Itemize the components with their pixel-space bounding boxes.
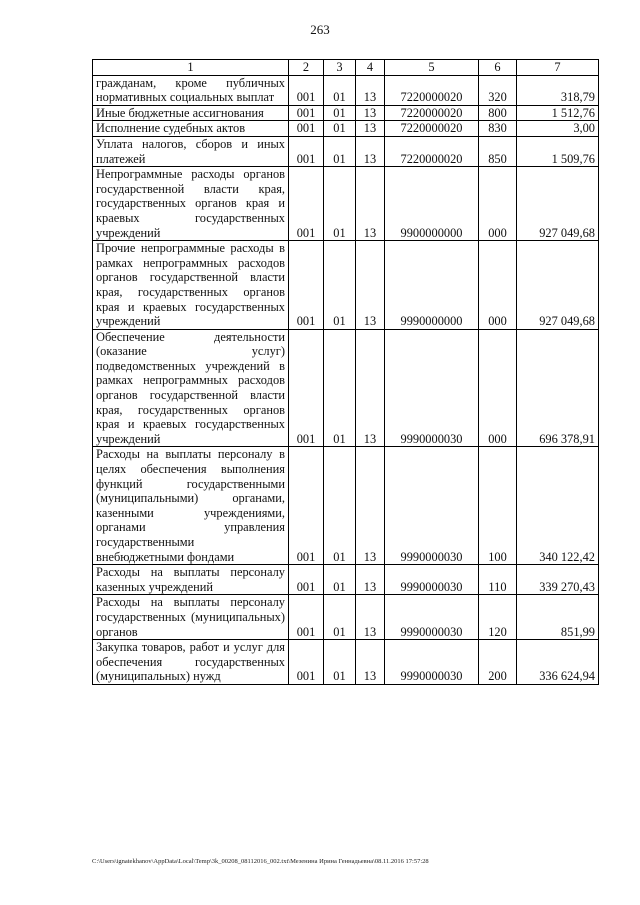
- row-name: Иные бюджетные ассигнования: [93, 105, 289, 121]
- cell-target-article: 7220000020: [385, 121, 479, 137]
- cell-subsection: 13: [356, 640, 385, 685]
- cell-amount: 696 378,91: [517, 329, 599, 447]
- row-name: Непрограммные расходы органов государственной власти края, государственных органов края и краевых государственных учреждений: [93, 167, 289, 241]
- cell-admin-code: 001: [289, 167, 324, 241]
- cell-target-article: 9990000030: [385, 640, 479, 685]
- cell-section: 01: [324, 121, 356, 137]
- cell-section: 01: [324, 640, 356, 685]
- cell-admin-code: 001: [289, 329, 324, 447]
- row-name: Расходы на выплаты персоналу казенных учреждений: [93, 565, 289, 595]
- cell-amount: 318,79: [517, 75, 599, 105]
- row-name: Расходы на выплаты персоналу в целях обеспечения выполнения функций государственными (муниципальными) органами, казенными учреждениями, органами управления государственными внебюджетными фондами: [93, 447, 289, 565]
- cell-expense-type: 200: [479, 640, 517, 685]
- cell-amount: 927 049,68: [517, 241, 599, 330]
- cell-amount: 3,00: [517, 121, 599, 137]
- cell-subsection: 13: [356, 447, 385, 565]
- cell-target-article: 7220000020: [385, 105, 479, 121]
- cell-subsection: 13: [356, 329, 385, 447]
- cell-section: 01: [324, 136, 356, 166]
- column-header: 2: [289, 60, 324, 76]
- cell-subsection: 13: [356, 105, 385, 121]
- cell-admin-code: 001: [289, 121, 324, 137]
- cell-amount: 1 509,76: [517, 136, 599, 166]
- table-header-row: [93, 60, 599, 76]
- cell-section: 01: [324, 241, 356, 330]
- cell-section: 01: [324, 595, 356, 640]
- cell-admin-code: 001: [289, 241, 324, 330]
- budget-table: [92, 59, 599, 685]
- row-name: Уплата налогов, сборов и иных платежей: [93, 136, 289, 166]
- cell-expense-type: 000: [479, 167, 517, 241]
- cell-target-article: 9990000030: [385, 329, 479, 447]
- cell-admin-code: 001: [289, 75, 324, 105]
- cell-amount: 1 512,76: [517, 105, 599, 121]
- column-header: 6: [479, 60, 517, 76]
- cell-expense-type: 850: [479, 136, 517, 166]
- cell-expense-type: 000: [479, 329, 517, 447]
- cell-admin-code: 001: [289, 640, 324, 685]
- cell-expense-type: 100: [479, 447, 517, 565]
- table-row: [93, 565, 599, 595]
- table-row: [93, 595, 599, 640]
- row-name: Закупка товаров, работ и услуг для обеспечения государственных (муниципальных) нужд: [93, 640, 289, 685]
- cell-expense-type: 110: [479, 565, 517, 595]
- cell-expense-type: 000: [479, 241, 517, 330]
- cell-subsection: 13: [356, 121, 385, 137]
- cell-amount: 336 624,94: [517, 640, 599, 685]
- cell-expense-type: 800: [479, 105, 517, 121]
- cell-target-article: 9990000000: [385, 241, 479, 330]
- cell-amount: 851,99: [517, 595, 599, 640]
- cell-target-article: 9990000030: [385, 447, 479, 565]
- column-header: 5: [385, 60, 479, 76]
- cell-section: 01: [324, 167, 356, 241]
- cell-subsection: 13: [356, 241, 385, 330]
- cell-target-article: 9900000000: [385, 167, 479, 241]
- cell-amount: 340 122,42: [517, 447, 599, 565]
- cell-section: 01: [324, 75, 356, 105]
- column-header: 1: [93, 60, 289, 76]
- cell-subsection: 13: [356, 136, 385, 166]
- table-row: [93, 136, 599, 166]
- cell-section: 01: [324, 447, 356, 565]
- row-name: гражданам, кроме публичных нормативных социальных выплат: [93, 75, 289, 105]
- cell-subsection: 13: [356, 595, 385, 640]
- file-path-footer: C:\Users\ignatekhanov\AppData\Local\Temp\3k_00208_08112016_002.txt\Мезенина Ирина Геннадьевна\08.11.2016 17:57:28: [92, 858, 429, 865]
- table-row: [93, 640, 599, 685]
- table-row: [93, 105, 599, 121]
- cell-target-article: 7220000020: [385, 75, 479, 105]
- cell-subsection: 13: [356, 75, 385, 105]
- cell-section: 01: [324, 565, 356, 595]
- row-name: Расходы на выплаты персоналу государственных (муниципальных) органов: [93, 595, 289, 640]
- cell-target-article: 9990000030: [385, 595, 479, 640]
- cell-amount: 927 049,68: [517, 167, 599, 241]
- cell-subsection: 13: [356, 167, 385, 241]
- page-number: 263: [310, 22, 330, 37]
- row-name: Исполнение судебных актов: [93, 121, 289, 137]
- table-row: [93, 329, 599, 447]
- row-name: Обеспечение деятельности (оказание услуг) подведомственных учреждений в рамках непрограммных расходов органов государственной власти края, государственных органов края и краевых государственных учреждений: [93, 329, 289, 447]
- cell-admin-code: 001: [289, 105, 324, 121]
- table-row: [93, 241, 599, 330]
- cell-section: 01: [324, 105, 356, 121]
- column-header: 3: [324, 60, 356, 76]
- cell-amount: 339 270,43: [517, 565, 599, 595]
- cell-admin-code: 001: [289, 595, 324, 640]
- cell-target-article: 9990000030: [385, 565, 479, 595]
- cell-admin-code: 001: [289, 136, 324, 166]
- cell-admin-code: 001: [289, 565, 324, 595]
- column-header: 7: [517, 60, 599, 76]
- cell-expense-type: 830: [479, 121, 517, 137]
- column-header: 4: [356, 60, 385, 76]
- table-row: [93, 167, 599, 241]
- cell-section: 01: [324, 329, 356, 447]
- table-row: [93, 75, 599, 105]
- table-row: [93, 121, 599, 137]
- cell-subsection: 13: [356, 565, 385, 595]
- table-row: [93, 447, 599, 565]
- cell-target-article: 7220000020: [385, 136, 479, 166]
- cell-expense-type: 120: [479, 595, 517, 640]
- cell-admin-code: 001: [289, 447, 324, 565]
- cell-expense-type: 320: [479, 75, 517, 105]
- row-name: Прочие непрограммные расходы в рамках непрограммных расходов органов государственной власти края, государственных органов края и краевых государственных учреждений: [93, 241, 289, 330]
